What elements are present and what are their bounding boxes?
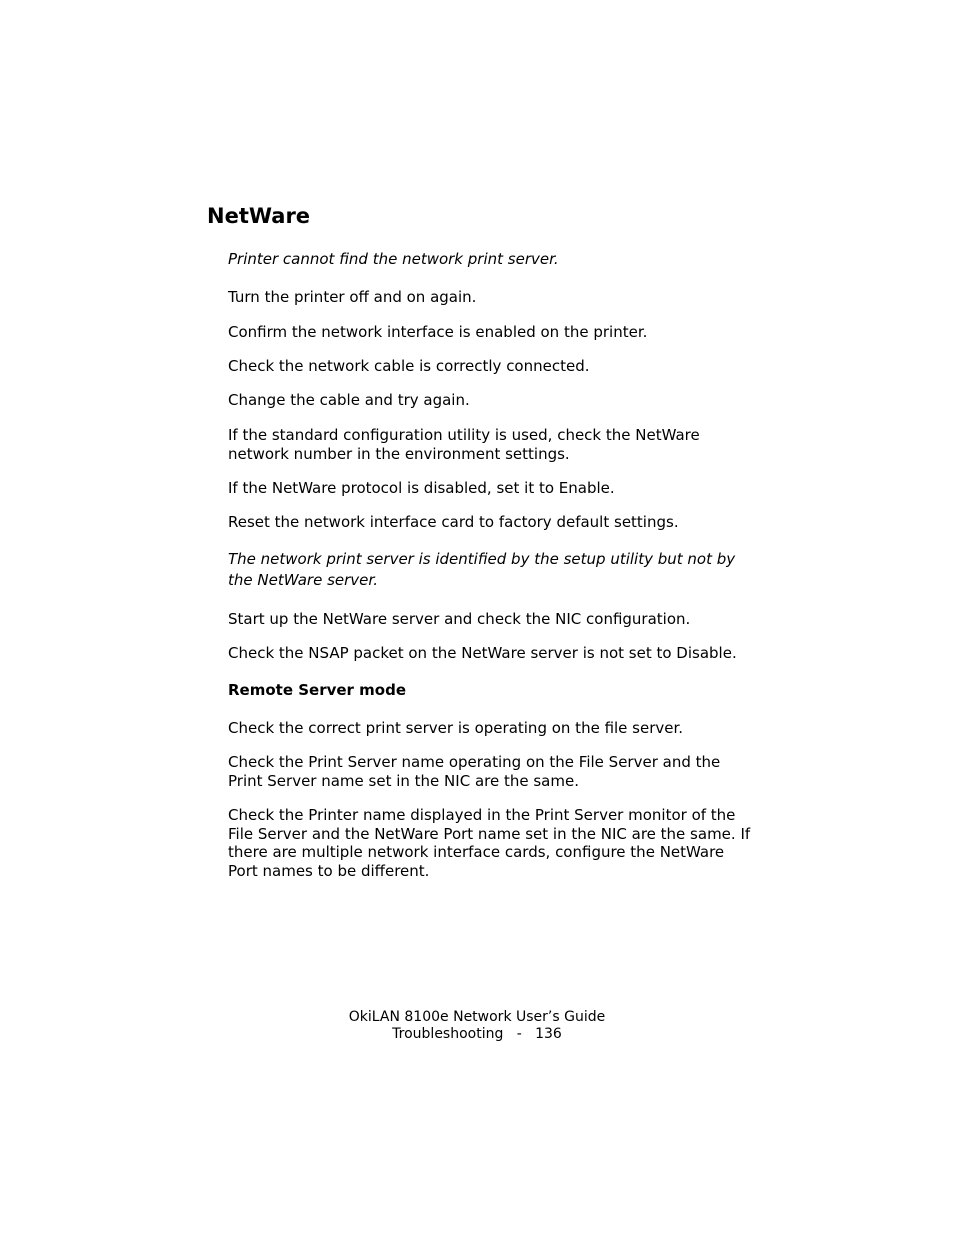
step-reset-nic: Reset the network interface card to factory default settings. [228,513,679,531]
step-start-server: Start up the NetWare server and check the NIC configuration. [228,610,691,628]
footer-page-info: Troubleshooting - 136 [392,1026,562,1042]
problem-statement-2: The network print server is identified by the setup utility but not by the NetWare server. [228,550,736,589]
step-check-print-server: Check the correct print server is operating on the file server. [228,719,684,737]
footer-guide-title: OkiLAN 8100e Network User’s Guide [348,1009,606,1025]
step-check-network-number: If the standard configuration utility is used, check the NetWare network number in the environment settings. [228,426,700,463]
step-confirm-interface: Confirm the network interface is enabled on the printer. [228,323,648,341]
step-check-print-server-name: Check the Print Server name operating on the File Server and the Print Server name set in the NIC are the same. [228,753,721,790]
step-check-printer-name: Check the Printer name displayed in the Print Server monitor of the File Server and the NetWare Port name set in the NIC are the same. If there are multiple network interface cards, configure the NetWare Port names to be different. [228,806,751,881]
step-turn-off-on: Turn the printer off and on again. [228,288,477,306]
section-heading: NetWare [207,204,311,228]
step-enable-protocol: If the NetWare protocol is disabled, set it to Enable. [228,479,615,497]
subsection-heading: Remote Server mode [228,681,407,699]
step-check-cable: Check the network cable is correctly connected. [228,357,590,375]
problem-statement-1: Printer cannot find the network print server. [228,250,559,268]
step-change-cable: Change the cable and try again. [228,391,470,409]
step-check-nsap: Check the NSAP packet on the NetWare server is not set to Disable. [228,644,737,662]
